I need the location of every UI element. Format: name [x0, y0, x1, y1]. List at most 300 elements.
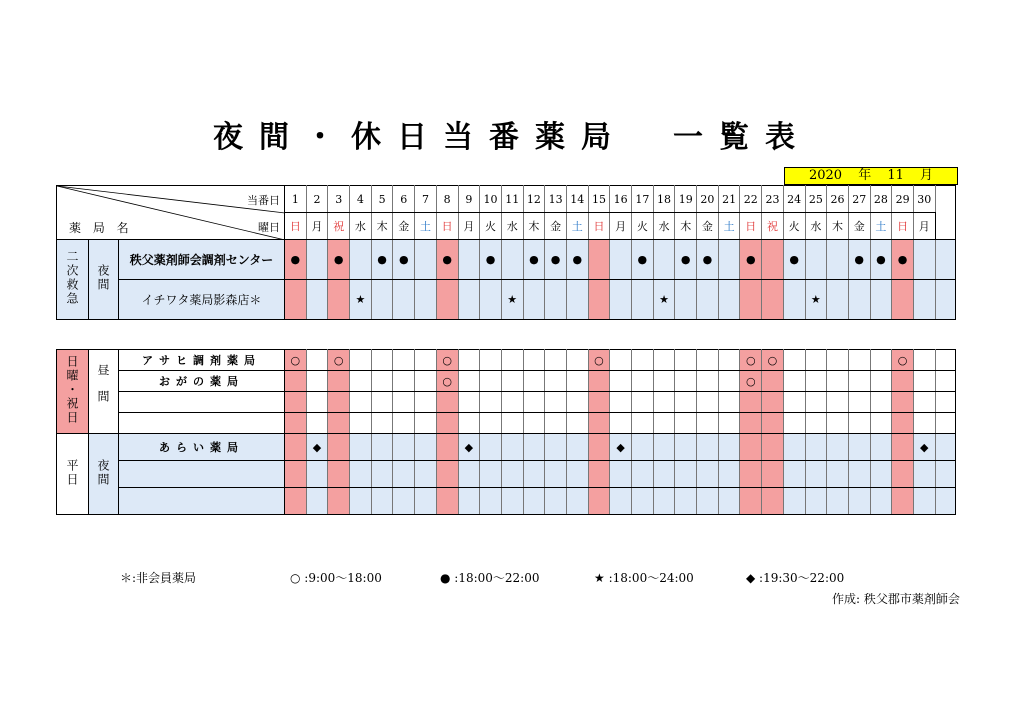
day-cell [913, 240, 935, 280]
day-cell [588, 240, 610, 280]
day-cell: ● [783, 240, 805, 280]
pharmacy-name: アサヒ調剤薬局 [119, 350, 285, 371]
day-cell: ● [566, 240, 588, 280]
day-cell [306, 240, 328, 280]
day-cell [458, 240, 480, 280]
page-title: 夜間・休日当番薬局 一覧表 [213, 120, 811, 155]
day-cell [285, 434, 307, 461]
day-cell [285, 392, 307, 413]
day-cell [653, 488, 675, 515]
day-cell [415, 392, 437, 413]
day-number: 22 [740, 186, 762, 213]
day-cell: ● [675, 240, 697, 280]
day-cell [892, 461, 914, 488]
day-cell [632, 434, 654, 461]
day-cell [393, 350, 415, 371]
day-cell [653, 461, 675, 488]
day-cell [501, 461, 523, 488]
day-cell [653, 240, 675, 280]
day-cell [566, 392, 588, 413]
day-cell [306, 488, 328, 515]
weekday: 金 [848, 213, 870, 240]
day-cell [632, 488, 654, 515]
spare-cell [935, 488, 955, 515]
weekday: 日 [436, 213, 458, 240]
day-cell: ○ [740, 350, 762, 371]
day-cell [718, 434, 740, 461]
day-cell [436, 434, 458, 461]
day-cell [892, 392, 914, 413]
day-cell [762, 413, 784, 434]
weekday: 日 [285, 213, 307, 240]
day-cell [783, 350, 805, 371]
day-cell [371, 461, 393, 488]
day-cell [458, 280, 480, 320]
day-cell [805, 392, 827, 413]
day-cell [783, 413, 805, 434]
day-cell [870, 350, 892, 371]
day-cell [566, 461, 588, 488]
spare-cell [935, 280, 955, 320]
pharmacy-name [119, 413, 285, 434]
day-cell [653, 392, 675, 413]
month-unit: 月 [920, 168, 934, 183]
day-cell [632, 350, 654, 371]
day-cell [610, 371, 632, 392]
group-label: 平日 [65, 458, 79, 487]
day-cell [328, 413, 350, 434]
day-cell [458, 392, 480, 413]
day-cell [415, 461, 437, 488]
day-cell [393, 371, 415, 392]
day-cell [697, 350, 719, 371]
spare-cell [935, 240, 955, 280]
day-cell [783, 488, 805, 515]
day-cell [848, 461, 870, 488]
day-cell [697, 461, 719, 488]
day-cell [415, 280, 437, 320]
day-cell [762, 434, 784, 461]
day-cell: ★ [350, 280, 372, 320]
day-cell [675, 350, 697, 371]
day-cell [458, 371, 480, 392]
day-number: 3 [328, 186, 350, 213]
day-cell [393, 392, 415, 413]
day-cell [328, 488, 350, 515]
weekday: 水 [350, 213, 372, 240]
day-number: 10 [480, 186, 502, 213]
day-cell [566, 280, 588, 320]
day-cell [913, 280, 935, 320]
day-cell: ○ [588, 350, 610, 371]
day-cell [480, 434, 502, 461]
day-number: 21 [718, 186, 740, 213]
day-cell [740, 280, 762, 320]
day-cell [436, 488, 458, 515]
day-cell [827, 413, 849, 434]
day-cell [913, 461, 935, 488]
day-cell: ○ [436, 371, 458, 392]
day-cell [350, 371, 372, 392]
day-cell [415, 413, 437, 434]
day-cell: ○ [892, 350, 914, 371]
sub-label: 昼間 [96, 364, 110, 416]
day-cell [827, 434, 849, 461]
day-cell [501, 240, 523, 280]
pharmacy-name [119, 392, 285, 413]
day-cell [697, 434, 719, 461]
day-cell [718, 461, 740, 488]
day-number: 12 [523, 186, 545, 213]
day-cell: ● [892, 240, 914, 280]
day-cell: ○ [285, 350, 307, 371]
day-cell [588, 413, 610, 434]
day-cell [545, 350, 567, 371]
day-cell [415, 434, 437, 461]
day-cell [350, 434, 372, 461]
day-cell [870, 280, 892, 320]
day-cell [328, 434, 350, 461]
day-cell [523, 461, 545, 488]
day-cell [328, 371, 350, 392]
day-cell [480, 488, 502, 515]
daytime-label [89, 350, 119, 434]
day-cell: ● [393, 240, 415, 280]
day-cell [501, 392, 523, 413]
day-cell [306, 461, 328, 488]
day-number: 4 [350, 186, 372, 213]
day-cell [870, 434, 892, 461]
day-cell [870, 488, 892, 515]
day-cell [740, 434, 762, 461]
day-cell [566, 371, 588, 392]
day-cell [762, 240, 784, 280]
day-cell [523, 488, 545, 515]
weekday: 日 [892, 213, 914, 240]
weekday: 日 [588, 213, 610, 240]
night-label [89, 434, 119, 515]
day-cell [458, 350, 480, 371]
day-cell [718, 350, 740, 371]
day-cell [740, 461, 762, 488]
day-number: 6 [393, 186, 415, 213]
spare-cell [935, 371, 955, 392]
day-cell [718, 240, 740, 280]
year-unit: 年 [858, 168, 872, 183]
day-number: 20 [697, 186, 719, 213]
day-cell: ◆ [306, 434, 328, 461]
day-cell [740, 488, 762, 515]
day-cell [393, 413, 415, 434]
weekday: 月 [913, 213, 935, 240]
spare-cell [935, 350, 955, 371]
day-number: 11 [501, 186, 523, 213]
duty-day-label: 当番日 [247, 194, 280, 207]
day-cell: ○ [762, 350, 784, 371]
day-number: 9 [458, 186, 480, 213]
day-cell: ★ [653, 280, 675, 320]
day-cell [566, 488, 588, 515]
day-cell [458, 461, 480, 488]
day-number: 7 [415, 186, 437, 213]
weekday: 祝 [328, 213, 350, 240]
day-cell [892, 434, 914, 461]
day-cell [371, 488, 393, 515]
day-cell: ● [848, 240, 870, 280]
day-cell [415, 240, 437, 280]
day-cell [523, 371, 545, 392]
pharmacy-name: あらい薬局 [119, 434, 285, 461]
day-cell [480, 392, 502, 413]
day-cell: ● [285, 240, 307, 280]
day-cell [697, 280, 719, 320]
day-cell [762, 392, 784, 413]
day-cell [458, 413, 480, 434]
day-cell [501, 371, 523, 392]
day-cell [870, 461, 892, 488]
day-cell [675, 434, 697, 461]
day-cell [870, 371, 892, 392]
day-cell [783, 392, 805, 413]
day-cell [588, 392, 610, 413]
day-cell [523, 280, 545, 320]
day-cell [762, 371, 784, 392]
legend-circle: ○ :9:00～18:00 [290, 571, 382, 585]
day-cell [285, 461, 307, 488]
day-cell [545, 371, 567, 392]
spare-cell [935, 413, 955, 434]
day-cell: ● [436, 240, 458, 280]
day-number: 14 [566, 186, 588, 213]
weekday: 火 [632, 213, 654, 240]
day-cell [501, 434, 523, 461]
weekday: 祝 [762, 213, 784, 240]
spare-cell [935, 392, 955, 413]
day-number: 28 [870, 186, 892, 213]
secondary-emergency-label [57, 240, 89, 320]
day-cell [415, 488, 437, 515]
day-cell [913, 371, 935, 392]
day-cell [762, 280, 784, 320]
sub-label: 夜間 [96, 264, 110, 292]
pharmacy-name: おがの薬局 [119, 371, 285, 392]
day-cell [610, 240, 632, 280]
day-cell [783, 461, 805, 488]
day-cell [545, 488, 567, 515]
day-cell [805, 240, 827, 280]
day-number: 2 [306, 186, 328, 213]
day-cell [783, 371, 805, 392]
pharmacy-name [119, 488, 285, 515]
day-number: 18 [653, 186, 675, 213]
weekday: 土 [718, 213, 740, 240]
day-cell [718, 392, 740, 413]
weekday: 木 [371, 213, 393, 240]
day-cell [523, 350, 545, 371]
day-cell [697, 413, 719, 434]
day-cell [610, 461, 632, 488]
day-cell [913, 488, 935, 515]
day-cell [566, 434, 588, 461]
holiday-weekday-table [56, 349, 956, 515]
day-cell [501, 350, 523, 371]
day-cell [783, 280, 805, 320]
day-cell [827, 240, 849, 280]
day-cell [718, 488, 740, 515]
day-cell [740, 392, 762, 413]
day-cell: ○ [328, 350, 350, 371]
pharmacy-name: イチワタ薬局影森店＊ [119, 280, 285, 320]
day-cell [610, 392, 632, 413]
day-number: 13 [545, 186, 567, 213]
day-cell [350, 240, 372, 280]
day-cell [632, 280, 654, 320]
day-number: 26 [827, 186, 849, 213]
day-cell [371, 280, 393, 320]
day-cell [848, 434, 870, 461]
day-cell [848, 413, 870, 434]
year-value: 2020 [808, 168, 843, 183]
day-number: 16 [610, 186, 632, 213]
day-cell: ● [870, 240, 892, 280]
weekday: 土 [566, 213, 588, 240]
spare-cell [935, 461, 955, 488]
day-cell [675, 461, 697, 488]
weekday: 木 [523, 213, 545, 240]
weekday: 月 [610, 213, 632, 240]
day-cell: ○ [740, 371, 762, 392]
day-cell [350, 461, 372, 488]
legend-star: ★ :18:00～24:00 [594, 571, 694, 585]
day-cell: ● [632, 240, 654, 280]
weekday: 土 [415, 213, 437, 240]
day-cell [892, 371, 914, 392]
spare-cell [935, 434, 955, 461]
day-cell [480, 350, 502, 371]
day-cell [350, 350, 372, 371]
day-cell [545, 280, 567, 320]
day-cell [501, 488, 523, 515]
day-cell [632, 461, 654, 488]
day-cell: ● [328, 240, 350, 280]
day-cell [566, 413, 588, 434]
day-cell [848, 488, 870, 515]
day-cell [350, 392, 372, 413]
weekday: 日 [740, 213, 762, 240]
day-number: 24 [783, 186, 805, 213]
weekday: 月 [306, 213, 328, 240]
day-cell [588, 461, 610, 488]
day-cell [827, 461, 849, 488]
weekday: 水 [653, 213, 675, 240]
day-number: 5 [371, 186, 393, 213]
day-cell [393, 488, 415, 515]
day-cell: ● [480, 240, 502, 280]
weekday: 月 [458, 213, 480, 240]
legend-dot: ● :18:00～22:00 [440, 571, 540, 585]
day-cell [632, 413, 654, 434]
day-number: 1 [285, 186, 307, 213]
day-cell [501, 413, 523, 434]
day-cell [827, 350, 849, 371]
day-cell [805, 434, 827, 461]
day-cell [371, 371, 393, 392]
day-cell [350, 413, 372, 434]
day-cell [480, 280, 502, 320]
day-cell [306, 413, 328, 434]
day-cell: ● [371, 240, 393, 280]
day-cell [870, 392, 892, 413]
day-cell [480, 413, 502, 434]
sub-label: 夜間 [96, 458, 110, 487]
day-cell [328, 392, 350, 413]
day-cell [653, 413, 675, 434]
day-cell [371, 434, 393, 461]
day-cell [848, 350, 870, 371]
day-cell [827, 488, 849, 515]
day-number: 27 [848, 186, 870, 213]
day-cell [306, 280, 328, 320]
spare-column [935, 186, 955, 240]
pharmacy-label: 薬 局 名 [69, 221, 133, 235]
night-duty-table [56, 185, 956, 320]
day-cell [805, 371, 827, 392]
day-cell [827, 280, 849, 320]
day-cell [545, 461, 567, 488]
day-cell [306, 371, 328, 392]
day-cell [523, 434, 545, 461]
day-cell: ● [523, 240, 545, 280]
day-cell [588, 371, 610, 392]
day-cell [328, 280, 350, 320]
weekday: 金 [393, 213, 415, 240]
pharmacy-name: 秩父薬剤師会調剤センター [119, 240, 285, 280]
day-cell [545, 434, 567, 461]
pharmacy-name [119, 461, 285, 488]
day-cell [892, 280, 914, 320]
day-cell [762, 488, 784, 515]
weekday: 水 [501, 213, 523, 240]
day-number: 17 [632, 186, 654, 213]
weekday: 水 [805, 213, 827, 240]
day-cell [350, 488, 372, 515]
day-cell [892, 413, 914, 434]
day-cell [436, 461, 458, 488]
group-label: 日曜・祝日 [65, 355, 79, 425]
day-cell [675, 371, 697, 392]
year-month-box [784, 167, 958, 185]
day-cell [285, 413, 307, 434]
day-cell [480, 461, 502, 488]
weekday: 火 [783, 213, 805, 240]
month-value: 11 [887, 168, 904, 183]
legend-non-member: ＊:非会員薬局 [120, 571, 197, 585]
day-cell [371, 392, 393, 413]
day-cell: ● [740, 240, 762, 280]
sunday-holiday-label [57, 350, 89, 434]
day-cell [566, 350, 588, 371]
day-cell [653, 350, 675, 371]
day-cell [632, 392, 654, 413]
day-cell [523, 413, 545, 434]
day-cell [762, 461, 784, 488]
day-cell [610, 413, 632, 434]
day-cell [805, 350, 827, 371]
night-label [89, 240, 119, 320]
day-cell [913, 350, 935, 371]
day-cell: ★ [501, 280, 523, 320]
day-cell: ★ [805, 280, 827, 320]
